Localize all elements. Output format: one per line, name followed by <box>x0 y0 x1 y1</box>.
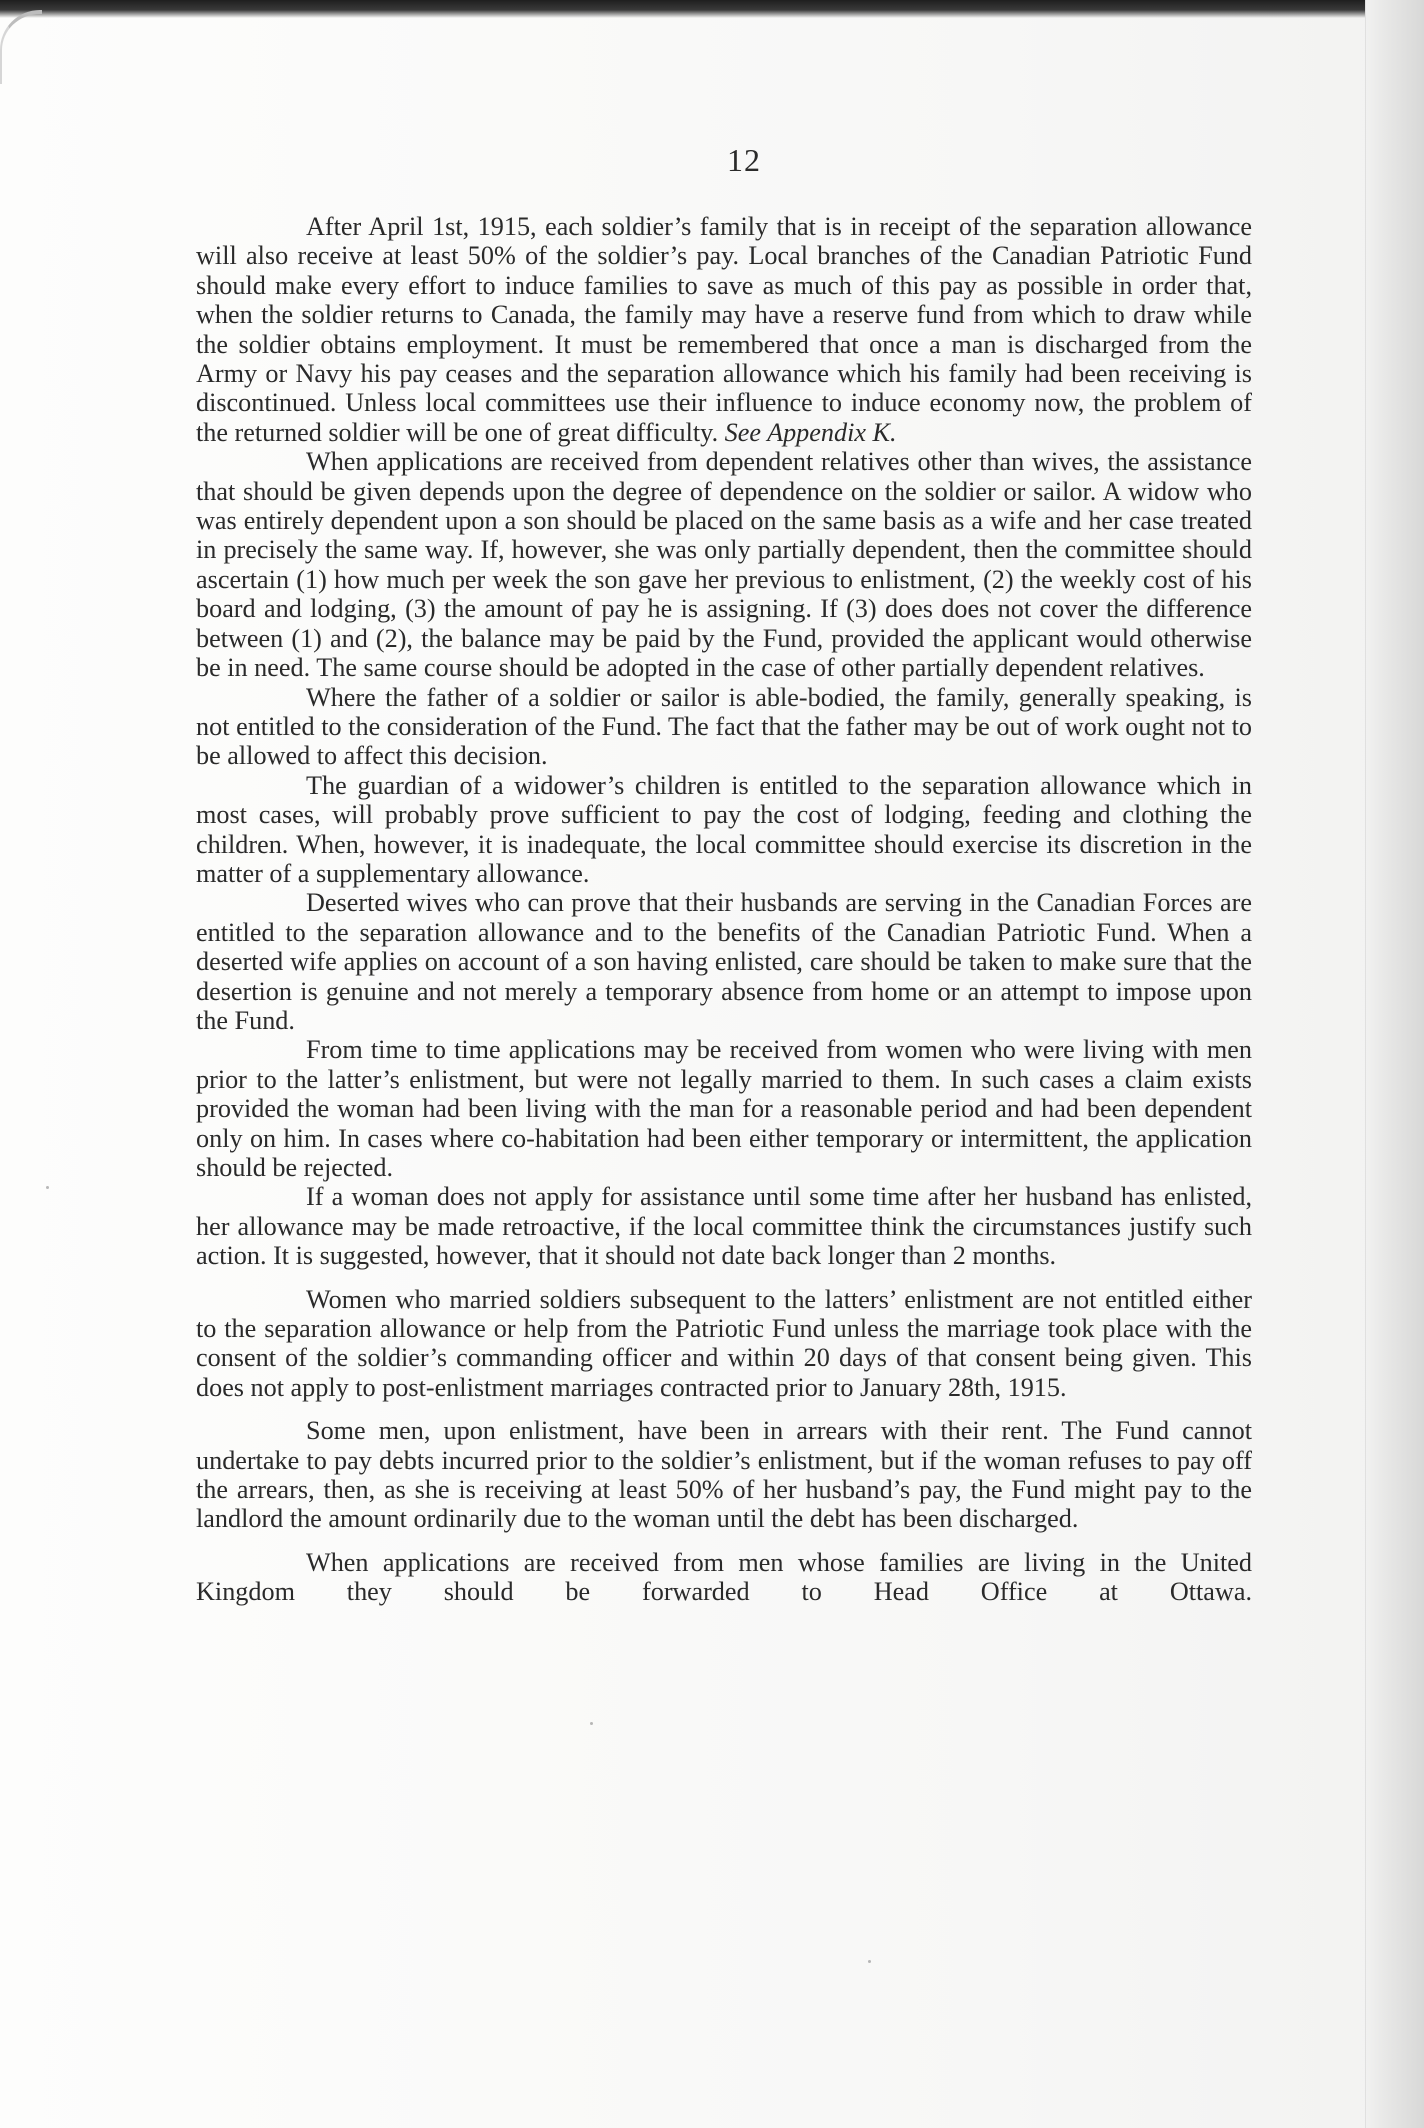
paragraph-retroactive-allowance: If a woman does not apply for assistance until some time after her husband has enlisted, her allowance may be made retroactive, if the local committee think the circumstances justify such action. It is suggested, however, that it should not date back longer than 2 months. <box>196 1182 1252 1271</box>
paragraph-able-bodied-father: Where the father of a soldier or sailor is able-bodied, the family, generally speaking, is not entitled to the consideration of the Fund. The fact that the father may be out of work ought not to be allowed to affect this decision. <box>196 682 1252 771</box>
dust-speck <box>868 1960 871 1963</box>
paragraph-text: After April 1st, 1915, each soldier’s family that is in receipt of the separation allowance will also receive at least 50% of the soldier’s pay. Local branches of the Canadian Patriotic Fund should make every effort to induce families to save as much of this pay as possible in order that, when the soldier returns to Canada, the family may have a reserve fund from which to draw while the soldier obtains employment. It must be remembered that once a man is discharged from the Army or Navy his pay ceases and the separation allowance which his family had been receiving is discontinued. Unless local committees use their influence to induce economy now, the problem of the returned soldier will be one of great difficulty. <box>196 212 1252 447</box>
paragraph-rent-arrears: Some men, upon enlistment, have been in arrears with their rent. The Fund cannot undertake to pay debts incurred prior to the soldier’s enlistment, but if the woman refuses to pay off the arrears, then, as she is receiving at least 50% of her husband’s pay, the Fund might pay to the landlord the amount ordinarily due to the woman until the debt has been discharged. <box>196 1416 1252 1534</box>
paragraph-unmarried-women: From time to time applications may be received from women who were living with men prior to the latter’s enlistment, but were not legally married to them. In such cases a claim exists provided the woman had been living with the man for a reasonable period and had been dependent only on him. In cases where co-habitation had been either temporary or intermittent, the application should be rejected. <box>196 1035 1252 1182</box>
page-right-edge <box>1365 0 1424 2128</box>
document-body <box>196 140 1252 1607</box>
dust-speck <box>590 1722 593 1725</box>
page-corner-curl <box>0 10 42 84</box>
appendix-reference: See Appendix K. <box>724 417 897 447</box>
scan-top-shadow <box>0 0 1424 18</box>
paragraph-united-kingdom: When applications are received from men whose families are living in the United Kingdom they should be forwarded to Head Office at Ottawa. <box>196 1547 1252 1607</box>
paragraph-dependent-relatives: When applications are received from dependent relatives other than wives, the assistance that should be given depends upon the degree of dependence on the soldier or sailor. A widow who was entirely dependent upon a son should be placed on the same basis as a wife and her case treated in precisely the same way. If, however, she was only partially dependent, then the committee should ascertain (1) how much per week the son gave her previous to enlistment, (2) the weekly cost of his board and lodging, (3) the amount of pay he is assigning. If (3) does does not cover the difference between (1) and (2), the balance may be paid by the Fund, provided the applicant would otherwise be in need. The same course should be adopted in the case of other partially dependent relatives. <box>196 447 1252 683</box>
paragraph-separation-allowance <box>196 212 1252 447</box>
paragraph-deserted-wives: Deserted wives who can prove that their husbands are serving in the Canadian Forces are entitled to the separation allowance and to the benefits of the Canadian Patriotic Fund. When a deserted wife applies on account of a son having enlisted, care should be taken to make sure that the desertion is genuine and not merely a temporary absence from home or an attempt to impose upon the Fund. <box>196 888 1252 1035</box>
paragraph-post-enlistment-marriage: Women who married soldiers subsequent to the latters’ enlistment are not entitled either to the separation allowance or help from the Patriotic Fund unless the marriage took place with the consent of the soldier’s commanding officer and within 20 days of that consent being given. This does not apply to post-enlistment marriages contracted prior to January 28th, 1915. <box>196 1284 1252 1402</box>
page-number: 12 <box>727 142 761 178</box>
paragraph-widower-children: The guardian of a widower’s children is entitled to the separation allowance which in most cases, will probably prove sufficient to pay the cost of lodging, feeding and clothing the children. When, however, it is inadequate, the local committee should exercise its discretion in the matter of a supplementary allowance. <box>196 770 1252 888</box>
dust-speck <box>46 1186 49 1189</box>
